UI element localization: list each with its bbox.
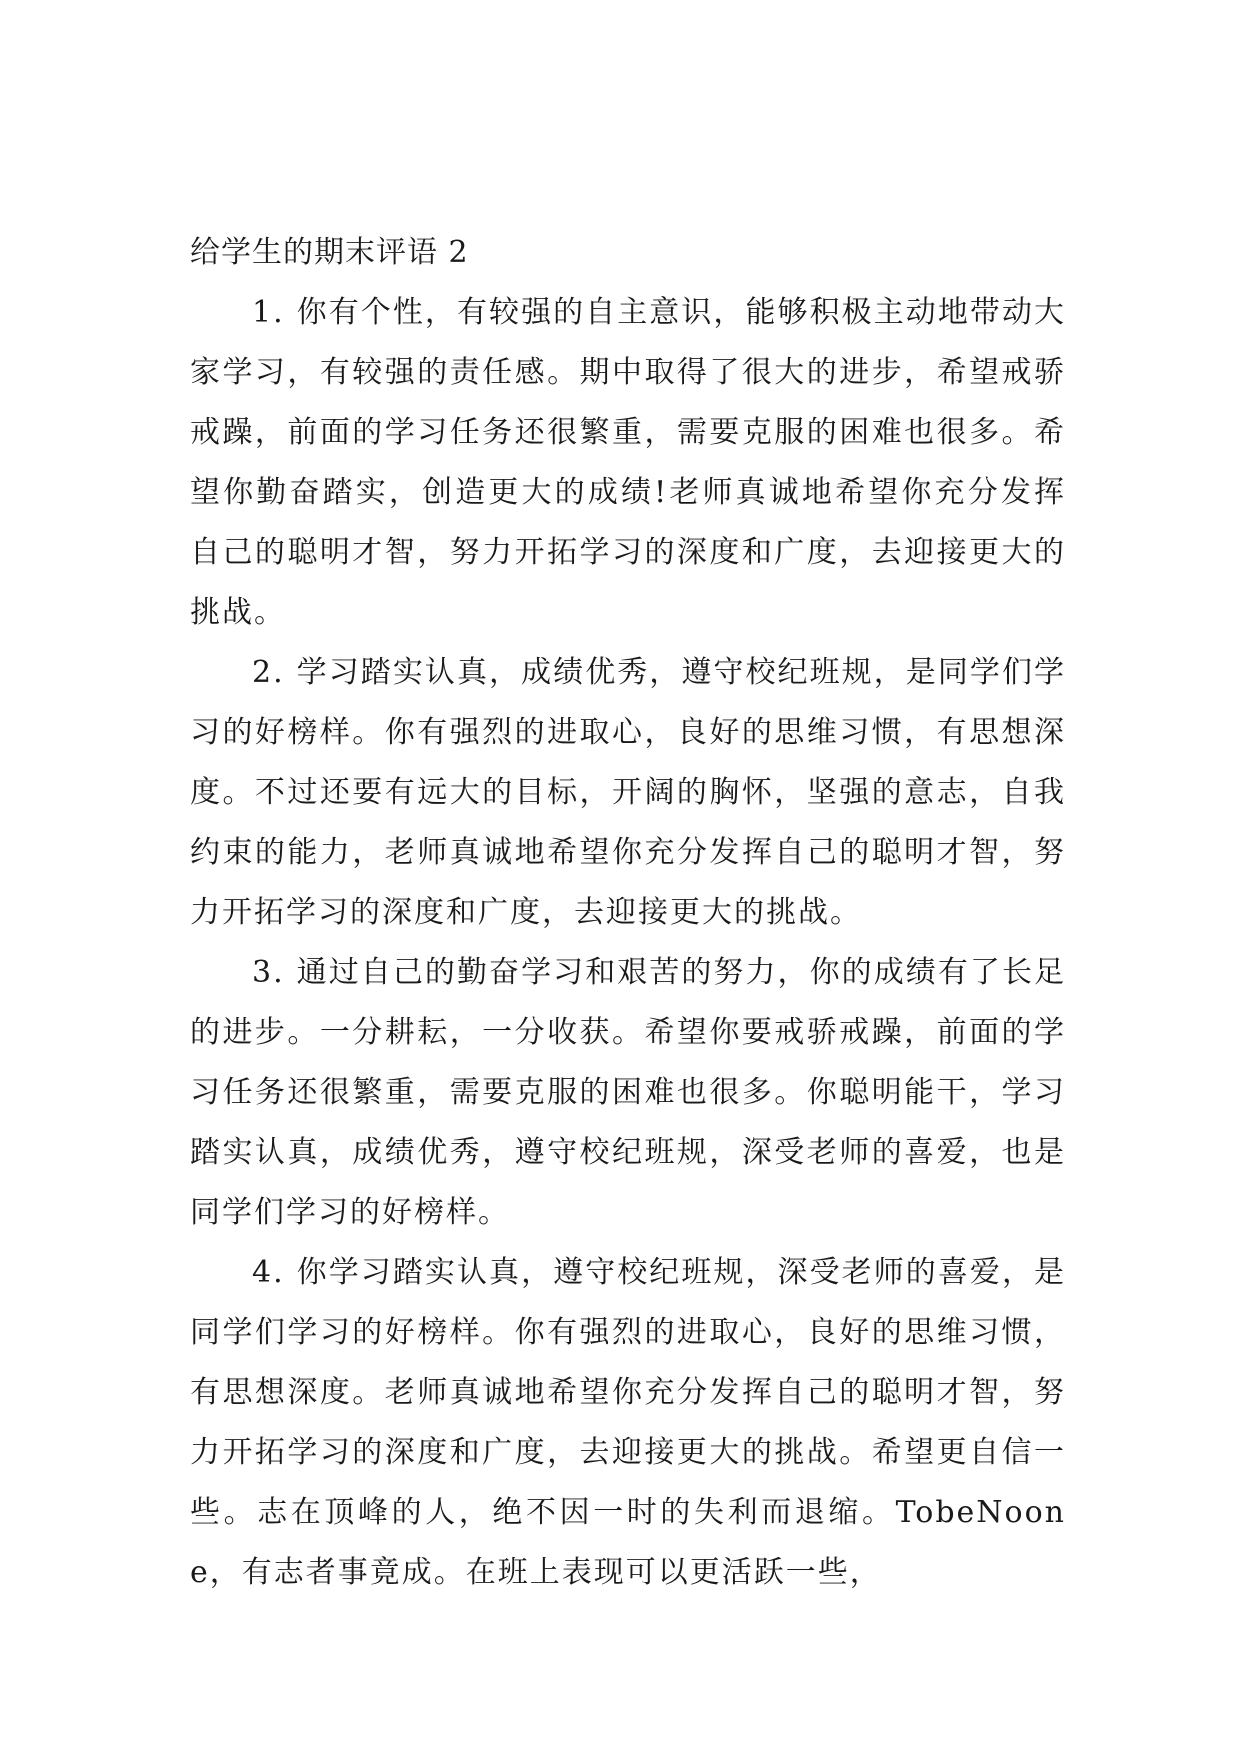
comment-number: 1. [252,295,285,330]
comment-number: 4. [252,1255,285,1290]
comment-paragraph-4 [190,1243,1066,1603]
document-title: 给学生的期末评语 2 [190,235,469,270]
comment-text: 你学习踏实认真，遵守校纪班规，深受老师的喜爱，是同学们学习的好榜样。你有强烈的进取心，良好的思维习惯，有思想深度。老师真诚地希望你充分发挥自己的聪明才智，努力开拓学习的深度和广度，去迎接更大的挑战。希望更自信一些。志在顶峰的人，绝不因一时的失利而退缩。TobeNoone，有志者事竟成。在班上表现可以更活跃一些， [190,1255,1066,1590]
comment-text: 学习踏实认真，成绩优秀，遵守校纪班规，是同学们学习的好榜样。你有强烈的进取心，良好的思维习惯，有思想深度。不过还要有远大的目标，开阔的胸怀，坚强的意志，自我约束的能力，老师真诚地希望你充分发挥自己的聪明才智，努力开拓学习的深度和广度，去迎接更大的挑战。 [190,655,1066,930]
comment-paragraph-3 [190,943,1066,1243]
comment-paragraph-2 [190,643,1066,943]
comment-text: 你有个性，有较强的自主意识，能够积极主动地带动大家学习，有较强的责任感。期中取得了很大的进步，希望戒骄戒躁，前面的学习任务还很繁重，需要克服的困难也很多。希望你勤奋踏实，创造更大的成绩!老师真诚地希望你充分发挥自己的聪明才智，努力开拓学习的深度和广度，去迎接更大的挑战。 [190,295,1066,630]
comment-number: 2. [252,655,285,690]
comment-text: 通过自己的勤奋学习和艰苦的努力，你的成绩有了长足的进步。一分耕耘，一分收获。希望你要戒骄戒躁，前面的学习任务还很繁重，需要克服的困难也很多。你聪明能干，学习踏实认真，成绩优秀，遵守校纪班规，深受老师的喜爱，也是同学们学习的好榜样。 [190,955,1066,1230]
comment-number: 3. [252,955,285,990]
document-body [190,223,1066,1603]
comment-paragraph-1 [190,283,1066,643]
